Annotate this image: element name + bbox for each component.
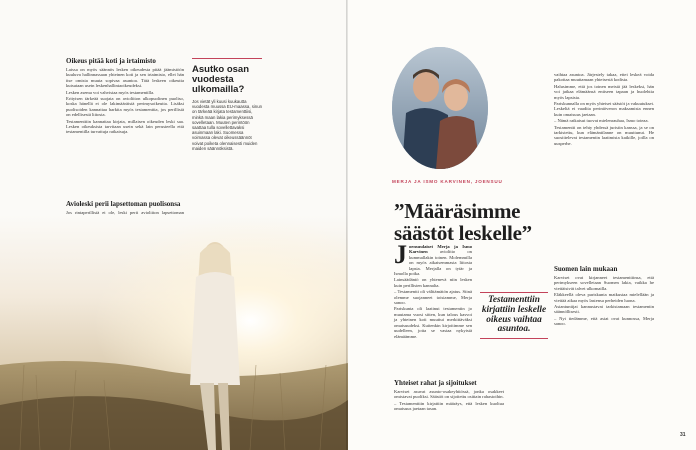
body-paragraph: Lesken asema voi vahvistaa myös testamentilla. xyxy=(66,89,155,95)
article-column-left xyxy=(66,58,184,136)
article-column-right-3 xyxy=(554,264,654,328)
section-heading: Avioleski perii lapsettoman puolisonsa xyxy=(66,200,181,208)
body-paragraph: Karviset asuvat asunto-osakeyhtiössä, jonka osakkeet omistavat puoliksi. Säästöt on sijoitettu osittain rahastoihin. xyxy=(394,388,504,400)
couple-portrait-photo xyxy=(392,47,488,169)
couple-portrait-image xyxy=(392,47,488,169)
body-paragraph: Testamenttiin kannattaa kirjata, millaisen oikeuden leski saa. Lesken oikeuksista tarvitaan usein sekä lain perusteella että testamentilla turvattuja ratkaisuja. xyxy=(66,118,184,135)
body-paragraph: vaihtaa asuntoa. Järjestely takaa, ettei leskeä voida pakottaa muuttamaan yhteisestä kodista. xyxy=(554,72,654,83)
body-paragraph: Pariskunta oli laatinut testamentin jo muutama vuosi sitten, kun talous kasvoi ja yhteinen koti muuttui merkittäväksi omaisuudeksi. Kuitenkin kirjoitimme sen uudelleen, jotta se vastaa nykyistä elämäämme. xyxy=(394,306,472,339)
article-column-right-2 xyxy=(554,72,654,147)
body-paragraph: – Testamentti oli välttämätön ajatus. Siinä olemme suojanneet toisiamme, Merja sanoo. xyxy=(394,289,472,306)
body-paragraph: Lainsäädäntö on yhtenevä niin lesken kuin perillisten kannalta. xyxy=(394,277,472,288)
article-headline: ”Määräsimme säästöt leskelle” xyxy=(394,199,532,245)
sidebar-text: Jos vietät yli kuusi kuukautta vuodesta muussa EU-maassa, sinun on tärkeää kirjata testamenttiisi, minkä maan lakia perimyksessä sovelletaan. Muuten perintöön saattaa tulla sovellettavaksi asuinmaan laki. Suomessa voimassa olevat oikeussäännöt voivat poiketa olennaisesti muiden maiden säännöksistä. xyxy=(192,99,262,151)
body-paragraph: Karviset ovat kirjanneet testamenttiinsa, että perimykseen sovelletaan Suomen lakia, vaikka he viettäisivät talvet ulkomailla. xyxy=(554,274,654,291)
lead-names: oensuulaiset Merja ja Ismo Karvinen xyxy=(409,244,472,255)
body-paragraph: Pariskunnalla on myös yhteiset säästöt ja vakuutukset. Leskeltä ei vaadita perintöveron maksamista ennen kuin omaisuus jaetaan. xyxy=(554,101,654,117)
article-column-right-1 xyxy=(394,240,472,340)
body-paragraph: – Nyt tiedämme, että asiat ovat kunnossa, Merja sanoo. xyxy=(554,315,654,327)
body-paragraph: – Testamenttiin kirjattiin määräys, että lesken kuoltua omaisuus jaetaan tasan. xyxy=(394,400,504,412)
beach-photo xyxy=(0,215,348,450)
beach-photo-image xyxy=(0,215,348,450)
body-paragraph: Laissa on myös säännös lesken oikeudesta pitää jäämistöön kuuluva hallinnassaan yhteinen koti ja sen irtaimisto, ellei hän itse omista muuta sopivaa asuntoa. Tätä leskeen oikeutta kutsutaan usein leskenhallintaoikeudeksi. xyxy=(66,66,184,89)
sidebar-question: Asutko osan vuodesta ulkomailla? xyxy=(192,64,250,95)
lead-text: aviolitto on kummallakin toinen. Molemmilla on myös aikaisemmasta liitosta lapsia. Merjalla on tytär ja Ismolla poika. xyxy=(394,249,472,277)
body-paragraph: Testamentti on tehty yhdessä juristin kanssa, ja se on tarkistettu, kun elämäntilanne on muuttunut. He suosittelevat testamentin laatimista kaikille, joilla on uusperhe. xyxy=(554,124,654,146)
body-paragraph: Jos rintaperillisiä ei ole, leski perii avioliiton lapsettoman xyxy=(66,209,184,215)
body-paragraph: Eläkkeellä oleva pariskunta matkustaa mielellään ja viettää aikaa myös lastensa perheiden luona. xyxy=(554,292,654,303)
section-heading: Yhteiset rahat ja sijoitukset xyxy=(394,379,477,387)
pull-quote: Testamenttiin kirjattiin leskelle oikeus vaihtaa asuntoa. xyxy=(480,292,548,339)
body-paragraph: Halusimme, että jos toinen meistä jää leskeksi, hän voi jatkaa elämäänsä entiseen tapaan ja huolehtia myös lapsista. xyxy=(554,83,654,100)
article-column-right-1-lower xyxy=(394,378,504,413)
body-paragraph: – Nämä ratkaisut tuovat mielenrauhaa, Ismo toteaa. xyxy=(554,118,649,124)
drop-cap: J xyxy=(394,240,407,269)
page-number: 31 xyxy=(680,432,686,438)
photo-caption: MERJA JA ISMO KARVINEN, JOENSUU xyxy=(392,179,503,184)
body-paragraph: Asiantuntijat kannustavat tarkistamaan testamentin säännöllisesti. xyxy=(554,303,654,315)
body-paragraph: Erityisen tärkeää suojata on avioliiton ulkopuolinen puoliso, koska hänellä ei ole lakimääräistä perimysoikeutta. Lisäksi puolisoiden kannattaa harkita myös testamenttia, jos perillisiä on edellisestä liitosta. xyxy=(66,95,184,118)
sidebar-box xyxy=(192,58,262,151)
section-heading: Suomen lain mukaan xyxy=(554,265,618,273)
section-heading: Oikeus pitää koti ja irtaimisto xyxy=(66,57,156,65)
